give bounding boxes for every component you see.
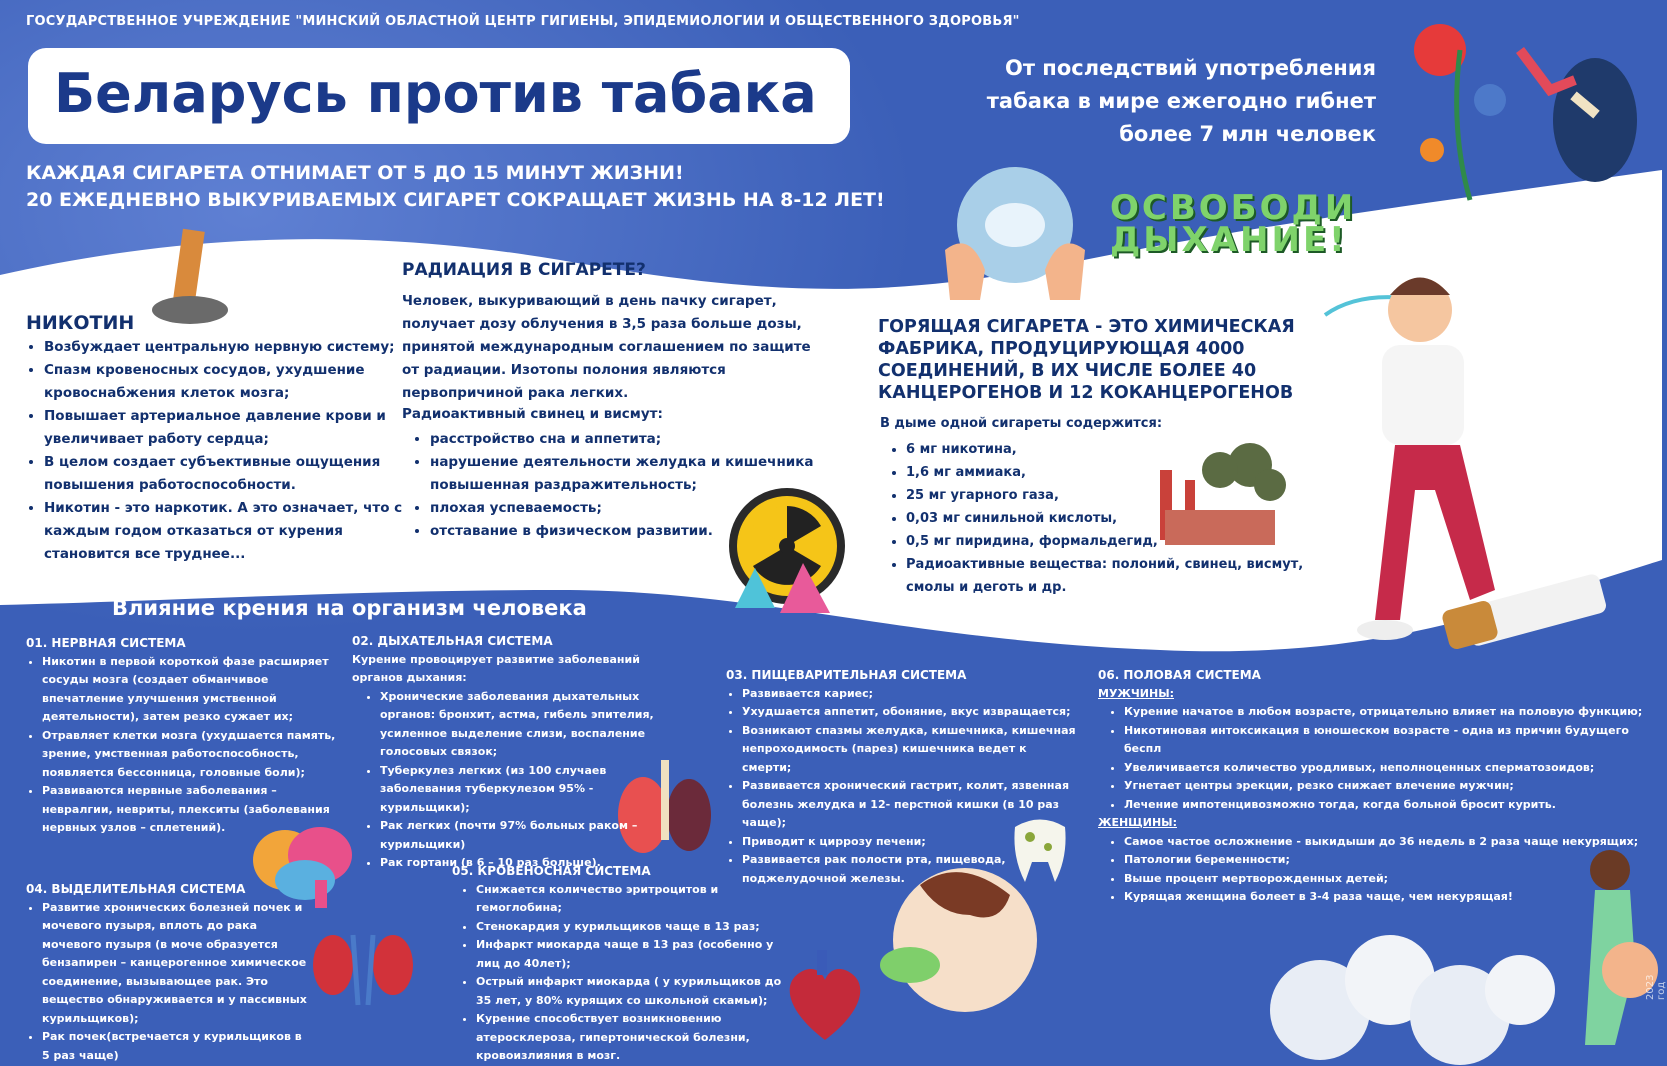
nicotine-list	[26, 336, 406, 566]
slogan: ОСВОБОДИ ДЫХАНИЕ!	[1110, 188, 1357, 260]
smoke-intro: В дыме одной сигареты содержится:	[880, 416, 1163, 431]
list-item: • Возникают спазмы желудка, кишечника, кишечная непроходимость (парез) кишечника ведет к смерти;	[742, 722, 1076, 778]
list-item: • Рак легких (почти 97% больных раком – курильщики)	[380, 817, 680, 854]
smoke-clouds-icon	[1260, 900, 1560, 1054]
women-label: ЖЕНЩИНЫ:	[1098, 816, 1177, 829]
list-item: • Спазм кровеносных сосудов, ухудшение кровоснабжения клеток мозга;	[44, 359, 406, 405]
list-item: • Развивается рак полости рта, пищевода, поджелудочной железы.	[742, 851, 1076, 888]
list-item: • Развивается хронический гастрит, колит, язвенная болезнь желудка и 12- перстной кишки (в 10 раз чаще);	[742, 777, 1076, 833]
list-item: • Выше процент мертворожденных детей;	[1124, 870, 1658, 889]
list-item: • Патологии беременности;	[1124, 851, 1658, 870]
list-item: • 0,03 мг синильной кислоты,	[906, 507, 1326, 530]
nervous-system-section	[26, 634, 346, 838]
nicotine-title: НИКОТИН	[26, 312, 135, 334]
respiratory-system-section	[352, 632, 692, 873]
excretory-system-section	[26, 880, 336, 1065]
men-label: МУЖЧИНЫ:	[1098, 686, 1174, 700]
list-item: • Развивается кариес;	[742, 685, 1076, 704]
cigarette-butt-icon	[140, 225, 230, 335]
radiation-title: РАДИАЦИЯ В СИГАРЕТЕ?	[402, 260, 646, 280]
list-item: • Развитие хронических болезней почек и мочевого пузыря, вплоть до рака мочевого пузыря (в моче образуется бензапирен – канцерогенное химическое соединение, вызывающее рак. Это вещество обнаруживается и у пассивных курильщиков);	[42, 899, 312, 1029]
earth-hands-icon	[940, 160, 1090, 300]
list-item: • Самое частое осложнение - выкидыши до 36 недель в 2 раза чаще некурящих;	[1124, 833, 1658, 852]
reproductive-system-section	[1098, 666, 1658, 907]
lungs-flowers-icon	[1400, 10, 1640, 210]
list-item: • Отравляет клетки мозга (ухудшается память, зрение, умственная работоспособность, появляется бессонница, головные боли);	[42, 727, 346, 783]
list-item: • Ухудшается аппетит, обоняние, вкус извращается;	[742, 703, 1076, 722]
organization-name: ГОСУДАРСТВЕННОЕ УЧРЕЖДЕНИЕ "МИНСКИЙ ОБЛАСТНОЙ ЦЕНТР ГИГИЕНЫ, ЭПИДЕМИОЛОГИИ И ОБЩЕСТВЕННОГО ЗДОРОВЬЯ"	[26, 14, 1020, 29]
list-item: • 0,5 мг пиридина, формальдегид,	[906, 530, 1326, 553]
circulatory-system-section	[452, 862, 792, 1066]
list-item: • 6 мг никотина,	[906, 438, 1326, 461]
section-title: 06. ПОЛОВАЯ СИСТЕМА	[1098, 668, 1261, 682]
list-item: • 25 мг угарного газа,	[906, 484, 1326, 507]
list-item: • Приводит к циррозу печени;	[742, 833, 1076, 852]
list-item: • Стенокардия у курильщиков чаще в 13 раз;	[476, 918, 786, 937]
list-item: • Курение способствует возникновению атеросклероза, гипертонической болезни, кровоизлияния в мозг.	[476, 1010, 786, 1066]
list-item: • плохая успеваемость;	[430, 497, 850, 520]
section-title: 03. ПИЩЕВАРИТЕЛЬНАЯ СИСТЕМА	[726, 668, 967, 682]
list-item: • Развиваются нервные заболевания – невралгии, невриты, плекситы (заболевания нервных узлов – сплетений).	[42, 782, 346, 838]
subtitle-1: КАЖДАЯ СИГАРЕТА ОТНИМАЕТ ОТ 5 ДО 15 МИНУТ ЖИЗНИ!	[26, 162, 684, 184]
page-title: Беларусь против табака	[54, 62, 817, 125]
influence-title: Влияние крения на организм человека	[112, 596, 587, 620]
section-title: 04. ВЫДЕЛИТЕЛЬНАЯ СИСТЕМА	[26, 882, 246, 896]
section-intro: Курение провоцирует развитие заболеваний органов дыхания:	[352, 652, 640, 684]
list-item: • Возбуждает центральную нервную систему;	[44, 336, 406, 359]
list-item: • В целом создает субъективные ощущения повышения работоспособности.	[44, 451, 406, 497]
list-item: • отставание в физическом развитии.	[430, 520, 850, 543]
radiation-text: Человек, выкуривающий в день пачку сигарет, получает дозу облучения в 3,5 раза больше дозы, принятой международным соглашением по защите от радиации. Изотопы полония являются первопричиной рака легких.	[402, 293, 811, 401]
list-item: • Хронические заболевания дыхательных органов: бронхит, астма, гибель эпителия, усиленное выделение слизи, воспаление голосовых связок;	[380, 688, 680, 762]
list-item: • Курящая женщина болеет в 3-4 раза чаще, чем некурящая!	[1124, 888, 1658, 907]
crushed-cigarette-icon	[1425, 565, 1635, 655]
section-title: 02. ДЫХАТЕЛЬНАЯ СИСТЕМА	[352, 634, 553, 648]
list-item: • Острый инфаркт миокарда ( у курильщиков до 35 лет, у 80% курящих со школьной скамьи);	[476, 973, 786, 1010]
list-item: • Курение начатое в любом возрасте, отрицательно влияет на половую функцию;	[1124, 703, 1658, 722]
list-item: • Рак гортани (в 6 – 10 раз больше).	[380, 854, 680, 873]
list-item: • расстройство сна и аппетита;	[430, 428, 850, 451]
death-statistic: От последствий употребления табака в мире ежегодно гибнет более 7 млн человек	[986, 56, 1376, 146]
list-item: • Никотиновая интоксикация в юношеском возрасте - одна из причин будущего беспл	[1124, 722, 1658, 759]
burning-cigarette-title: ГОРЯЩАЯ СИГАРЕТА - ЭТО ХИМИЧЕСКАЯ ФАБРИКА, ПРОДУЦИРУЮЩАЯ 4000 СОЕДИНЕНИЙ, В ИХ ЧИСЛЕ БОЛЕЕ 40 КАНЦЕРОГЕНОВ И 12 КОКАНЦЕРОГЕНОВ	[878, 317, 1295, 403]
list-item: • Никотин в первой короткой фазе расширяет сосуды мозга (создает обманчивое впечатление улучшения умственной деятельности), затем резко сужает их;	[42, 653, 346, 727]
title-box	[28, 48, 850, 144]
list-item: • Инфаркт миокарда чаще в 13 раз (особенно у лиц до 40лет);	[476, 936, 786, 973]
digestive-system-section	[726, 666, 1076, 888]
list-item: • 1,6 мг аммиака,	[906, 461, 1326, 484]
list-item: • Никотин - это наркотик. А это означает, что с каждым годом отказаться от курения становится все труднее...	[44, 497, 406, 566]
subtitle-2: 20 ЕЖЕДНЕВНО ВЫКУРИВАЕМЫХ СИГАРЕТ СОКРАЩАЕТ ЖИЗНЬ НА 8-12 ЛЕТ!	[26, 189, 885, 211]
list-item: • Увеличивается количество уродливых, неполноценных сперматозоидов;	[1124, 759, 1658, 778]
list-item: • Туберкулез легких (из 100 случаев заболевания туберкулезом 95% - курильщики);	[380, 762, 680, 818]
list-item: • Радиоактивные вещества: полоний, свинец, висмут, смолы и деготь и др.	[906, 553, 1326, 599]
section-title: 01. НЕРВНАЯ СИСТЕМА	[26, 636, 186, 650]
list-item: • нарушение деятельности желудка и кишечника повышенная раздражительность;	[430, 451, 850, 497]
list-item: • Рак почек(встречается у курильщиков в 5 раз чаще)	[42, 1028, 312, 1065]
section-title: 05. КРОВЕНОСНАЯ СИСТЕМА	[452, 864, 651, 878]
list-item: • Снижается количество эритроцитов и гемоглобина;	[476, 881, 786, 918]
list-item: • Угнетает центры эрекции, резко снижает влечение мужчин;	[1124, 777, 1658, 796]
year-label: 2023 год	[1645, 974, 1667, 1000]
list-item: • Лечение импотенцивозможно тогда, когда больной бросит курить.	[1124, 796, 1658, 815]
radiation-text-2: Радиоактивный свинец и висмут:	[402, 406, 663, 422]
smoke-contents-list	[888, 438, 1326, 599]
radiation-list	[412, 428, 850, 543]
list-item: • Повышает артериальное давление крови и увеличивает работу сердца;	[44, 405, 406, 451]
